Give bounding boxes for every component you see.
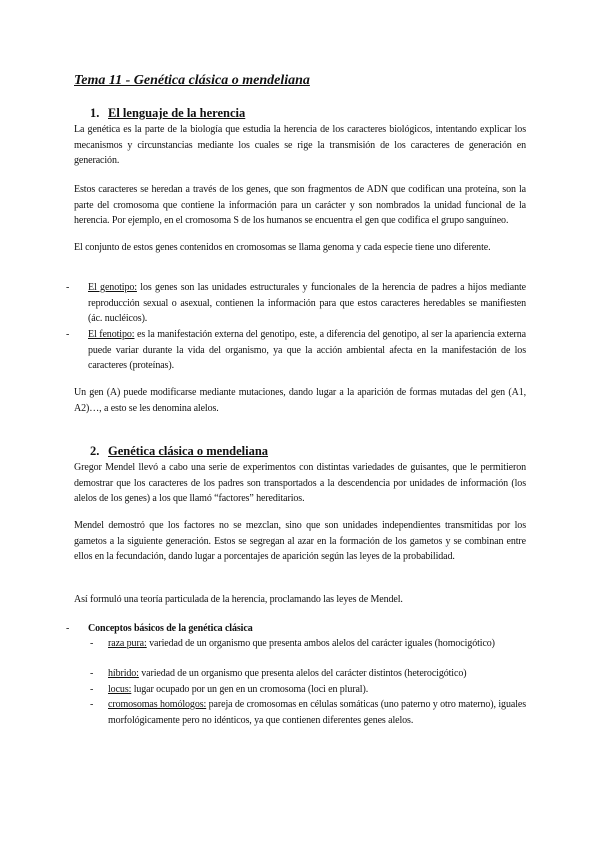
hibrido-term: híbrido: <box>108 668 139 679</box>
list-dash: - <box>66 282 70 293</box>
raza-pura-term: raza pura: <box>108 638 147 649</box>
locus-term: locus: <box>108 684 132 695</box>
section-1-heading <box>90 106 245 121</box>
section-1-number: 1. <box>90 106 100 120</box>
locus-list-item <box>90 682 526 698</box>
list-dash: - <box>90 684 94 695</box>
section-2-title: Genética clásica o mendeliana <box>108 444 269 458</box>
section-1-paragraph-3: El conjunto de estos genes contenidos en cromosomas se llama genoma y cada especie tiene uno diferente. <box>74 242 491 253</box>
hibrido-text: variedad de un organismo que presenta alelos del carácter distintos (heterocigótico) <box>138 668 467 679</box>
section-1-title: El lenguaje de la herencia <box>108 106 246 120</box>
conceptos-heading: Conceptos básicos de la genética clásica <box>88 623 253 634</box>
conceptos-list-item <box>66 621 526 637</box>
list-dash: - <box>66 623 70 634</box>
section-1-paragraph-4: Un gen (A) puede modificarse mediante mutaciones, dando lugar a la aparición de formas mutadas del gen (A1, A2)…, a esto se les denomina alelos. <box>74 387 526 414</box>
genotipo-text: los genes son las unidades estructurales y funcionales de la herencia de padres a hijos mediante reproducción sexual o asexual, contienen la información para que estos caracteres heredables se manifiesten (ác. nucléicos). <box>88 282 526 324</box>
cromosomas-homologos-text: pareja de cromosomas en células somáticas (uno paterno y otro materno), iguales morfológicamente pero no idénticos, ya que contienen diferentes genes alelos. <box>108 699 526 726</box>
cromosomas-homologos-term: cromosomas homólogos: <box>108 699 207 710</box>
section-2-paragraph-2: Mendel demostró que los factores no se mezclan, sino que son unidades independientes transmitidas por los gametos a la siguiente generación. Estos se segregan al azar en la formación de los gametos y se combinan entre ellos en la fecundación, dando lugar a porcentajes de aparición según las leyes de la probabilidad. <box>74 520 526 562</box>
hibrido-list-item <box>90 666 526 682</box>
section-2-number: 2. <box>90 444 100 458</box>
fenotipo-list-item <box>66 327 527 374</box>
genotipo-term: El genotipo: <box>88 282 137 293</box>
raza-pura-list-item <box>90 636 526 652</box>
section-1-paragraph-1: La genética es la parte de la biología que estudia la herencia de los caracteres biológicos, intentando explicar los mecanismos y circunstancias mediante los cuales se rige la transmisión de los caracteres de generación en generación. <box>74 124 526 166</box>
cromosomas-homologos-list-item <box>90 697 526 728</box>
list-dash: - <box>90 668 94 679</box>
section-2-paragraph-1: Gregor Mendel llevó a cabo una serie de experimentos con distintas variedades de guisantes, que le permitieron demostrar que los caracteres de los padres son transportados a la descendencia por unidades de información (los alelos de los genes) a los que llamó “factores” hereditarios. <box>74 462 526 504</box>
section-2-heading <box>90 444 268 459</box>
fenotipo-term: El fenotipo: <box>88 329 135 340</box>
fenotipo-text: es la manifestación externa del genotipo, este, a diferencia del genotipo, al ser la apariencia externa puede variar durante la vida del organismo, ya que la acción ambiental afecta en la manifestación de los caracteres (proteínas). <box>88 329 527 371</box>
genotipo-list-item <box>66 280 526 327</box>
locus-text: lugar ocupado por un gen en un cromosoma (loci en plural). <box>131 684 369 695</box>
list-dash: - <box>90 638 94 649</box>
section-1-paragraph-2: Estos caracteres se heredan a través de los genes, que son fragmentos de ADN que codifican una proteína, son la parte del cromosoma que contiene la información para un carácter y son nombrados la unidad funcional de la herencia. Por ejemplo, en el cromosoma S de los humanos se encuentra el gen que codifica el grupo sanguíneo. <box>74 184 526 226</box>
list-dash: - <box>66 329 70 340</box>
document-title: Tema 11 - Genética clásica o mendeliana <box>74 73 310 88</box>
section-2-paragraph-3: Así formuló una teoría particulada de la herencia, proclamando las leyes de Mendel. <box>74 594 403 605</box>
list-dash: - <box>90 699 94 710</box>
raza-pura-text: variedad de un organismo que presenta ambos alelos del carácter iguales (homocigótico) <box>146 638 495 649</box>
